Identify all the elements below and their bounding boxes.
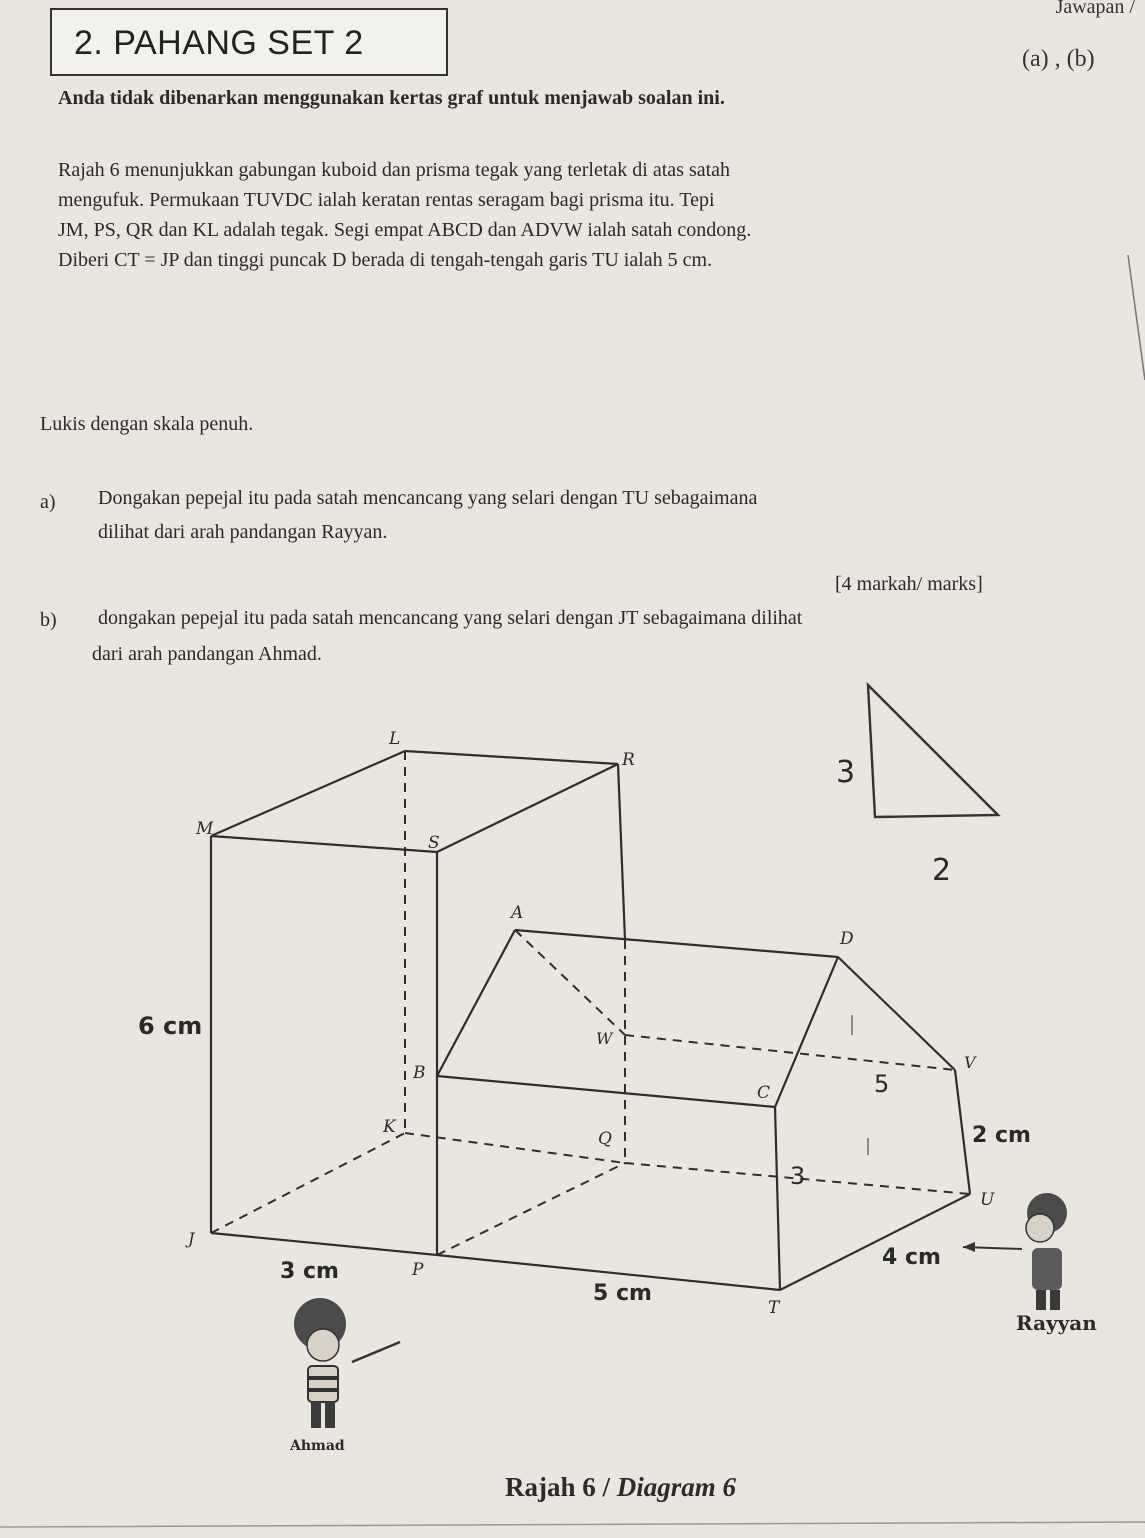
caption-english: Diagram 6 [616,1472,737,1502]
rayyan-figure [963,1193,1067,1310]
dimension-2cm: 2 cm [972,1123,1031,1148]
dimension-6cm: 6 cm [138,1012,203,1040]
question-a-label: a) [40,491,56,513]
prism-hidden-edges [515,930,970,1194]
description-line-3: JM, PS, QR dan KL adalah tegak. Segi empat ABCD dan ADVW ialah satah condong. [58,219,752,241]
dimension-5cm: 5 cm [593,1281,652,1306]
graph-paper-note: Anda tidak dibenarkan menggunakan kertas graf untuk menjawab soalan ini. [58,87,725,109]
vertex-label-t: T [768,1298,780,1318]
jawapan-label: Jawapan / [1055,0,1135,18]
question-title: 2. PAHANG SET 2 [74,24,364,62]
answer-parts-label: (a) , (b) [1022,46,1095,72]
question-b-line-2: dari arah pandangan Ahmad. [92,643,322,665]
triangle-label-3: 3 [836,755,856,790]
vertex-label-v: V [964,1053,976,1072]
vertex-label-s: S [428,833,440,853]
bottom-rule [0,1522,1145,1527]
handwritten-triangle [868,685,998,817]
description-line-4: Diberi CT = JP dan tinggi puncak D berada di tengah-tengah garis TU ialah 5 cm. [58,249,713,271]
vertex-label-j: J [188,1229,195,1248]
vertex-label-q: Q [598,1129,612,1149]
vertex-label-a: A [511,903,524,923]
ahmad-label: Ahmad [290,1438,345,1454]
pencil-three: 3 [790,1162,806,1190]
vertex-label-d: D [840,929,854,949]
ahmad-figure [294,1298,400,1428]
vertex-label-r: R [622,750,635,770]
prism-edges [437,930,970,1290]
pencil-ticks [852,1015,868,1155]
scale-note: Lukis dengan skala penuh. [40,413,254,435]
caption-separator: / [595,1472,617,1502]
question-a-line-2: dilihat dari arah pandangan Rayyan. [98,521,388,543]
question-b-label: b) [40,609,57,631]
cuboid-hidden-edges [211,751,625,1255]
vertex-label-p: P [412,1260,424,1280]
question-b-line-1: dongakan pepejal itu pada satah mencancang yang selari dengan JT sebagaimana dilihat [98,607,803,629]
pencil-five: 5 [874,1070,890,1098]
vertex-label-m: M [196,819,214,839]
vertex-label-k: K [383,1117,396,1137]
vertex-label-b: B [413,1063,426,1083]
margin-line [1128,255,1145,380]
description-line-1: Rajah 6 menunjukkan gabungan kuboid dan prisma tegak yang terletak di atas satah [58,159,731,181]
vertex-label-l: L [389,729,401,749]
caption-malay: Rajah 6 [505,1472,596,1502]
vertex-label-w: W [596,1029,613,1048]
rayyan-label: Rayyan [1016,1311,1097,1335]
cuboid-edges [211,751,625,1255]
question-a-marks: [4 markah/ marks] [835,573,983,595]
description-line-2: mengufuk. Permukaan TUVDC ialah keratan rentas seragam bagi prisma itu. Tepi [58,189,715,211]
vertex-label-u: U [980,1190,995,1210]
triangle-label-2: 2 [932,853,952,888]
diagram-caption [505,1472,736,1503]
question-a-line-1: Dongakan pepejal itu pada satah mencancang yang selari dengan TU sebagaimana [98,487,758,509]
dimension-3cm: 3 cm [280,1259,339,1284]
vertex-label-c: C [757,1083,771,1103]
dimension-4cm: 4 cm [882,1245,941,1270]
